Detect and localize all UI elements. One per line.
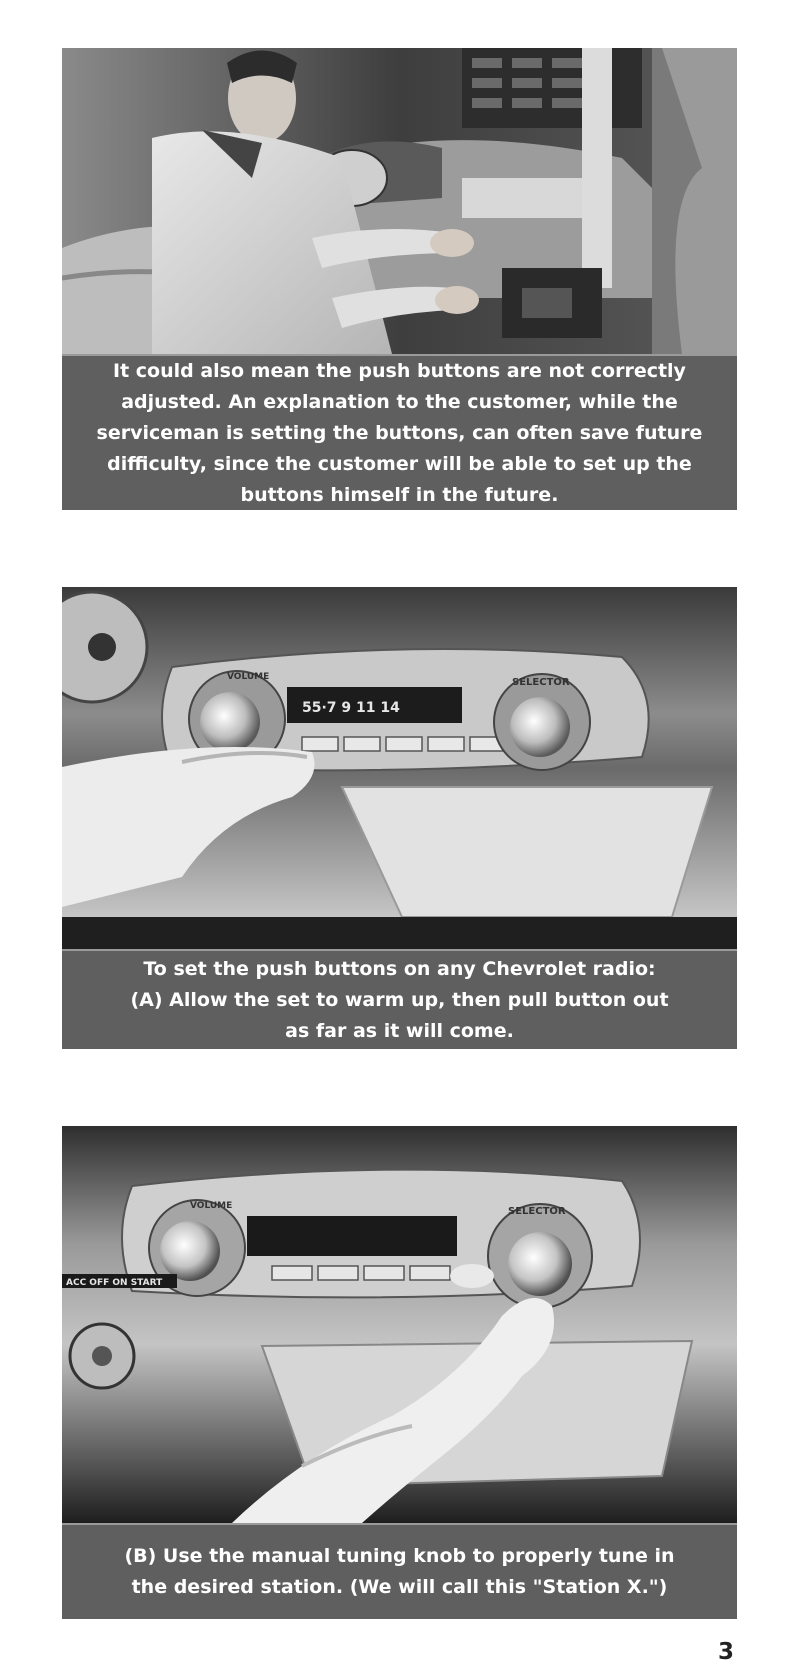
caption-push-buttons-not-adjusted [62,354,737,510]
radio-dial-numbers: 55·7 9 11 14 [302,700,400,716]
photo-serviceman-radio [62,48,737,354]
selector-knob-label: SELECTOR [508,1206,566,1217]
caption-set-push-buttons-step-a [62,949,737,1049]
selector-knob-label: SELECTOR [512,677,570,688]
caption-text: (B) Use the manual tuning knob to properly tune in the desired station. (We will call this "Station X.") [124,1545,675,1598]
caption-manual-tuning-step-b [62,1523,737,1619]
ignition-label: ACC OFF ON START [66,1278,163,1288]
volume-knob-label: VOLUME [190,1201,233,1211]
caption-text: To set the push buttons on any Chevrolet radio: (A) Allow the set to warm up, then pull button out as far as it will come. [130,957,669,1042]
photo-manual-tuning [62,1126,737,1523]
photo-pulling-push-button [62,587,737,949]
caption-text: It could also mean the push buttons are not correctly adjusted. An explanation to the customer, while the serviceman is setting the buttons, can often save future difficulty, since the customer will be able to set up the buttons himself in the future. [96,359,703,506]
volume-knob-label: VOLUME [227,672,270,682]
page-number: 3 [718,1639,735,1665]
